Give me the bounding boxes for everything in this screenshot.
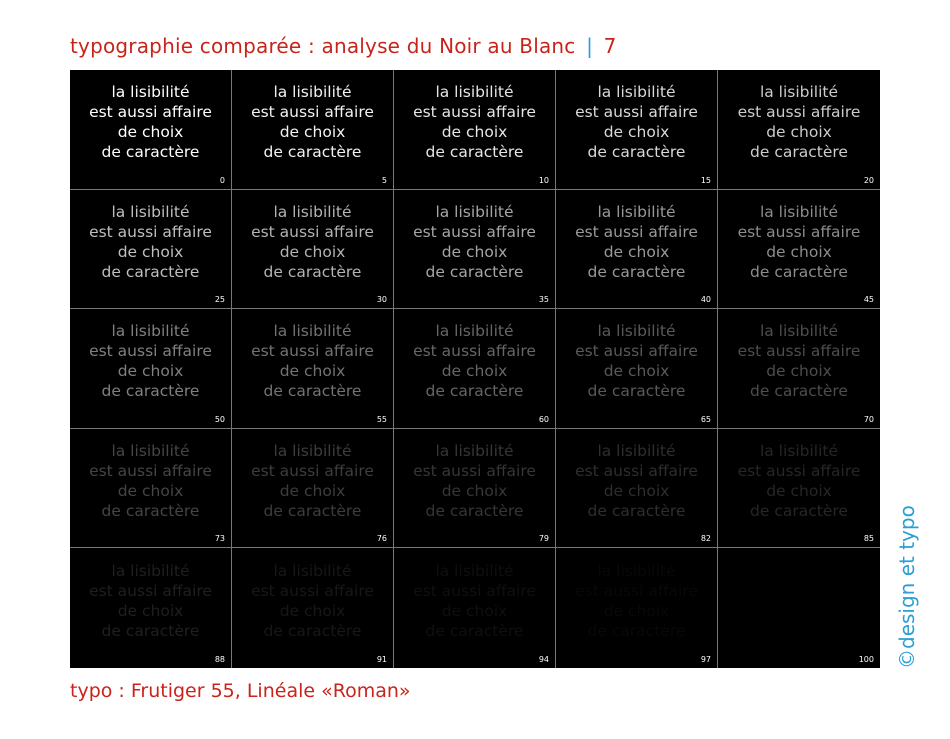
sample-text — [738, 561, 861, 641]
sample-line: de caractère — [101, 382, 200, 401]
sample-text — [89, 82, 212, 162]
cell-percentage-label: 25 — [214, 295, 225, 305]
sample-line: de choix — [441, 242, 508, 261]
sample-line: de caractère — [587, 502, 686, 521]
sample-line: de caractère — [750, 502, 848, 521]
grid-cell — [556, 548, 718, 668]
sample-line: la lisibilité — [597, 202, 676, 221]
grid-cell — [232, 429, 394, 549]
sample-text — [575, 441, 698, 521]
sample-line: la lisibilité — [111, 322, 190, 341]
sample-line: la lisibilité — [597, 442, 676, 461]
sample-line: est aussi affaire — [251, 462, 374, 481]
cell-percentage-label: 65 — [700, 414, 711, 424]
grid-cell — [556, 309, 718, 429]
sample-line: de caractère — [750, 143, 848, 162]
sample-line: est aussi affaire — [251, 582, 374, 601]
sample-line: de caractère — [587, 382, 686, 401]
sample-line: de choix — [766, 482, 832, 501]
sample-line: la lisibilité — [435, 562, 514, 581]
sample-line: de choix — [441, 482, 508, 501]
cell-percentage-label: 100 — [858, 654, 874, 664]
grid-cell — [394, 70, 556, 190]
sample-text — [89, 561, 212, 641]
sample-line: est aussi affaire — [737, 103, 861, 122]
sample-line: de caractère — [263, 622, 362, 641]
cell-percentage-label: 10 — [538, 175, 549, 185]
sample-line: de choix — [117, 362, 184, 381]
grid-cell — [232, 548, 394, 668]
sample-line: est aussi affaire — [413, 462, 536, 481]
grid-cell — [70, 190, 232, 310]
cell-percentage-label: 5 — [381, 175, 387, 185]
cell-percentage-label: 79 — [538, 534, 549, 544]
sample-line: de caractère — [425, 502, 524, 521]
sample-line: de choix — [117, 123, 184, 142]
sample-line: est aussi affaire — [251, 342, 374, 361]
sample-line: est aussi affaire — [413, 103, 536, 122]
sample-text — [413, 82, 536, 162]
sample-line: de caractère — [750, 622, 848, 641]
sample-line: de choix — [603, 242, 670, 261]
sample-line: est aussi affaire — [575, 582, 698, 601]
grid-cell — [70, 70, 232, 190]
sample-line: de caractère — [750, 262, 848, 281]
sample-line: de choix — [117, 482, 184, 501]
sample-line: est aussi affaire — [737, 462, 861, 481]
cell-percentage-label: 15 — [700, 175, 711, 185]
grid-cell — [556, 429, 718, 549]
sample-line: de choix — [117, 242, 184, 261]
sample-line: de caractère — [263, 262, 362, 281]
cell-percentage-label: 20 — [863, 175, 874, 185]
sample-text — [413, 441, 536, 521]
grid-cell — [232, 70, 394, 190]
cell-percentage-label: 55 — [376, 414, 387, 424]
sample-line: la lisibilité — [273, 322, 352, 341]
sample-line: la lisibilité — [435, 442, 514, 461]
sample-line: de choix — [766, 242, 832, 261]
sample-line: est aussi affaire — [737, 582, 861, 601]
sample-line: de choix — [603, 123, 670, 142]
header-separator: | — [586, 34, 594, 58]
sample-line: de caractère — [263, 502, 362, 521]
sample-text — [89, 441, 212, 521]
grid-cell — [70, 309, 232, 429]
sample-line: la lisibilité — [111, 562, 190, 581]
sample-line: de caractère — [263, 143, 362, 162]
sample-line: la lisibilité — [111, 202, 190, 221]
cell-percentage-label: 97 — [700, 654, 711, 664]
sample-text — [89, 321, 212, 401]
cell-percentage-label: 91 — [376, 654, 387, 664]
sample-line: la lisibilité — [435, 202, 514, 221]
cell-percentage-label: 94 — [538, 654, 549, 664]
sample-line: de caractère — [587, 622, 686, 641]
sample-line: de caractère — [750, 382, 848, 401]
grid-cell — [232, 190, 394, 310]
sample-line: de caractère — [425, 622, 524, 641]
sample-line: de caractère — [263, 382, 362, 401]
sample-line: est aussi affaire — [737, 342, 861, 361]
sample-line: de caractère — [425, 382, 524, 401]
header-title: typographie comparée : analyse du Noir au Blanc — [70, 34, 576, 58]
sample-line: de choix — [766, 362, 832, 381]
sample-line: est aussi affaire — [251, 103, 374, 122]
sample-line: de choix — [766, 602, 832, 621]
sample-text — [575, 321, 698, 401]
sample-line: est aussi affaire — [89, 342, 212, 361]
cell-percentage-label: 85 — [863, 534, 874, 544]
grid-cell — [556, 190, 718, 310]
sample-line: est aussi affaire — [575, 342, 698, 361]
sample-line: de choix — [279, 362, 346, 381]
sample-text — [251, 561, 374, 641]
sample-line: de choix — [279, 242, 346, 261]
sample-line: est aussi affaire — [737, 222, 861, 241]
sample-line: la lisibilité — [435, 322, 514, 341]
sample-text — [251, 82, 374, 162]
typeface-caption: typo : Frutiger 55, Linéale «Roman» — [70, 680, 411, 702]
sample-line: de choix — [603, 362, 670, 381]
sample-line: est aussi affaire — [575, 222, 698, 241]
sample-line: la lisibilité — [273, 83, 352, 102]
sample-line: de choix — [117, 602, 184, 621]
cell-percentage-label: 60 — [538, 414, 549, 424]
grid-cell — [394, 548, 556, 668]
copyright-credit: ©design et typo — [895, 505, 919, 669]
sample-line: la lisibilité — [111, 83, 190, 102]
sample-text — [89, 202, 212, 282]
sample-line: de choix — [279, 602, 346, 621]
sample-text — [251, 202, 374, 282]
grid-cell — [394, 309, 556, 429]
sample-text — [413, 202, 536, 282]
sample-line: de caractère — [101, 622, 200, 641]
sample-line: la lisibilité — [111, 442, 190, 461]
grid-cell — [718, 309, 880, 429]
sample-text — [575, 82, 698, 162]
sample-line: de choix — [603, 482, 670, 501]
grid-cell — [556, 70, 718, 190]
sample-line: la lisibilité — [759, 322, 839, 341]
sample-line: de caractère — [587, 262, 686, 281]
cell-percentage-label: 73 — [214, 534, 225, 544]
sample-text — [251, 441, 374, 521]
cell-percentage-label: 35 — [538, 295, 549, 305]
sample-line: de caractère — [101, 502, 200, 521]
sample-line: de choix — [441, 362, 508, 381]
grid-cell — [394, 190, 556, 310]
sample-line: la lisibilité — [759, 83, 839, 102]
sample-line: de choix — [603, 602, 670, 621]
page-number: 7 — [603, 34, 617, 58]
sample-line: la lisibilité — [273, 442, 352, 461]
comparison-grid — [70, 70, 880, 668]
cell-percentage-label: 76 — [376, 534, 387, 544]
sample-text — [738, 82, 861, 162]
grid-cell — [232, 309, 394, 429]
grid-cell — [70, 548, 232, 668]
sample-line: de choix — [279, 123, 346, 142]
sample-text — [738, 202, 861, 282]
page-header — [70, 34, 617, 58]
sample-line: de caractère — [425, 143, 524, 162]
grid-cell — [718, 429, 880, 549]
sample-line: est aussi affaire — [89, 582, 212, 601]
grid-cell — [718, 70, 880, 190]
sample-line: est aussi affaire — [89, 462, 212, 481]
cell-percentage-label: 30 — [376, 295, 387, 305]
grid-cell — [718, 190, 880, 310]
sample-line: est aussi affaire — [251, 222, 374, 241]
sample-line: est aussi affaire — [413, 222, 536, 241]
sample-line: de choix — [766, 123, 832, 142]
sample-line: est aussi affaire — [575, 462, 698, 481]
sample-line: est aussi affaire — [413, 342, 536, 361]
sample-line: la lisibilité — [273, 562, 352, 581]
cell-percentage-label: 45 — [863, 295, 874, 305]
sample-line: de choix — [441, 123, 508, 142]
sample-line: la lisibilité — [759, 442, 839, 461]
sample-line: la lisibilité — [273, 202, 352, 221]
sample-line: est aussi affaire — [89, 222, 212, 241]
grid-cell — [70, 429, 232, 549]
sample-line: la lisibilité — [759, 202, 839, 221]
cell-percentage-label: 82 — [700, 534, 711, 544]
sample-line: est aussi affaire — [89, 103, 212, 122]
sample-text — [413, 321, 536, 401]
sample-line: de caractère — [425, 262, 524, 281]
sample-line: la lisibilité — [597, 83, 676, 102]
sample-line: la lisibilité — [597, 562, 676, 581]
sample-line: la lisibilité — [435, 83, 514, 102]
sample-text — [738, 321, 861, 401]
sample-line: de choix — [441, 602, 508, 621]
cell-percentage-label: 88 — [214, 654, 225, 664]
sample-line: la lisibilité — [597, 322, 676, 341]
sample-line: est aussi affaire — [575, 103, 698, 122]
sample-text — [251, 321, 374, 401]
sample-text — [738, 441, 861, 521]
grid-cell — [718, 548, 880, 668]
sample-text — [413, 561, 536, 641]
sample-line: de caractère — [587, 143, 686, 162]
sample-line: de choix — [279, 482, 346, 501]
grid-cell — [394, 429, 556, 549]
cell-percentage-label: 40 — [700, 295, 711, 305]
sample-line: de caractère — [101, 143, 200, 162]
sample-text — [575, 561, 698, 641]
sample-line: est aussi affaire — [413, 582, 536, 601]
cell-percentage-label: 70 — [863, 414, 874, 424]
sample-text — [575, 202, 698, 282]
cell-percentage-label: 50 — [214, 414, 225, 424]
cell-percentage-label: 0 — [219, 175, 225, 185]
sample-line: de caractère — [101, 262, 200, 281]
sample-line: la lisibilité — [759, 562, 839, 581]
